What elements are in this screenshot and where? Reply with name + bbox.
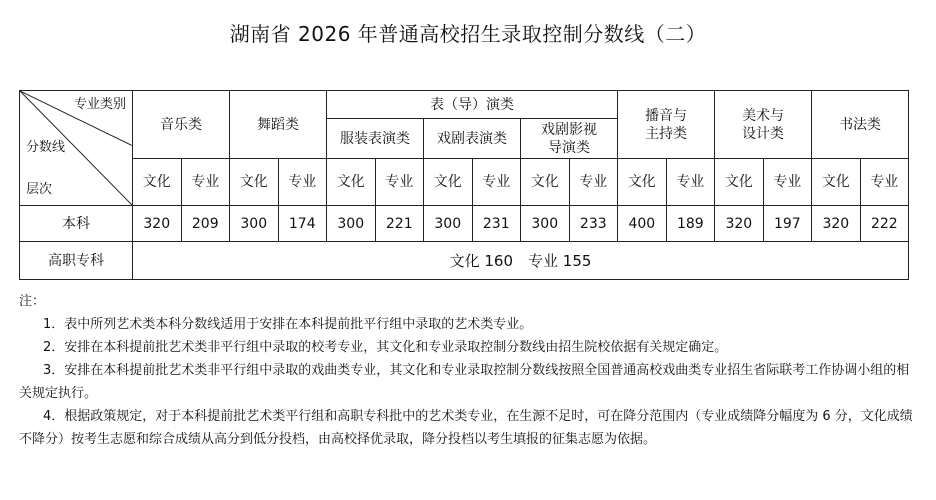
notes-heading: 注： [19,294,46,309]
notes-section [19,290,914,451]
page-title: 湖南省 2026 年普通高校招生录取控制分数线（二） [229,22,707,46]
subheader-culture: 文化 [424,159,473,206]
score-cell: 300 [424,206,473,242]
score-cell: 300 [230,206,279,242]
subheader-row [20,159,909,206]
score-cell: 320 [715,206,764,242]
score-table [19,90,909,280]
subheader-culture: 文化 [327,159,376,206]
subheader-major: 专业 [763,159,812,206]
header-performance: 表（导）演类 [327,91,618,119]
table-row-undergraduate [20,206,909,242]
score-cell: 221 [375,206,424,242]
note-item: 3．安排在本科提前批艺术类非平行组中录取的戏曲类专业，其文化和专业录取控制分数线按照全国普通高校戏曲类专业招生省际联考工作协调小组的相关规定执行。 [19,363,910,401]
score-cell: 300 [521,206,570,242]
score-cell: 233 [569,206,618,242]
score-cell: 197 [763,206,812,242]
header-film: 戏剧影视 导演类 [521,119,618,159]
score-cell: 222 [860,206,909,242]
corner-category-label: 专业类别 [73,97,126,112]
vocational-scores: 文化 160 专业 155 [133,242,909,280]
subheader-major: 专业 [569,159,618,206]
score-cell: 231 [472,206,521,242]
subheader-culture: 文化 [521,159,570,206]
header-music: 音乐类 [133,91,230,159]
subheader-major: 专业 [472,159,521,206]
score-cell: 189 [666,206,715,242]
table-row-vocational [20,242,909,280]
header-arts: 美术与 设计类 [715,91,812,159]
header-costume: 服装表演类 [327,119,424,159]
note-item: 2．安排在本科提前批艺术类非平行组中录取的校考专业，其文化和专业录取控制分数线由招生院校依据有关规定确定。 [43,340,728,355]
header-broadcast: 播音与 主持类 [618,91,715,159]
score-cell: 209 [181,206,230,242]
subheader-major: 专业 [278,159,327,206]
subheader-culture: 文化 [618,159,667,206]
note-item: 4．根据政策规定，对于本科提前批艺术类平行组和高职专科批中的艺术类专业，在生源不足时，可在降分范围内（专业成绩降分幅度为 6 分，文化成绩不降分）按考生志愿和综合成绩从高分到低分投档，由高校择优录取，降分投档以考生填报的征集志愿为依据。 [19,409,913,447]
subheader-culture: 文化 [133,159,182,206]
subheader-culture: 文化 [230,159,279,206]
subheader-major: 专业 [375,159,424,206]
score-cell: 400 [618,206,667,242]
header-drama: 戏剧表演类 [424,119,521,159]
score-cell: 320 [133,206,182,242]
score-cell: 174 [278,206,327,242]
subheader-major: 专业 [666,159,715,206]
score-cell: 300 [327,206,376,242]
note-item: 1．表中所列艺术类本科分数线适用于安排在本科提前批平行组中录取的艺术类专业。 [43,317,533,332]
corner-level-label: 层次 [26,182,53,197]
subheader-major: 专业 [860,159,909,206]
row-label: 高职专科 [20,242,133,280]
header-dance: 舞蹈类 [230,91,327,159]
row-label: 本科 [20,206,133,242]
corner-score-label: 分数线 [26,140,66,155]
subheader-culture: 文化 [812,159,861,206]
subheader-culture: 文化 [715,159,764,206]
table-corner-header [20,91,133,206]
header-calligraphy: 书法类 [812,91,909,159]
score-cell: 320 [812,206,861,242]
subheader-major: 专业 [181,159,230,206]
